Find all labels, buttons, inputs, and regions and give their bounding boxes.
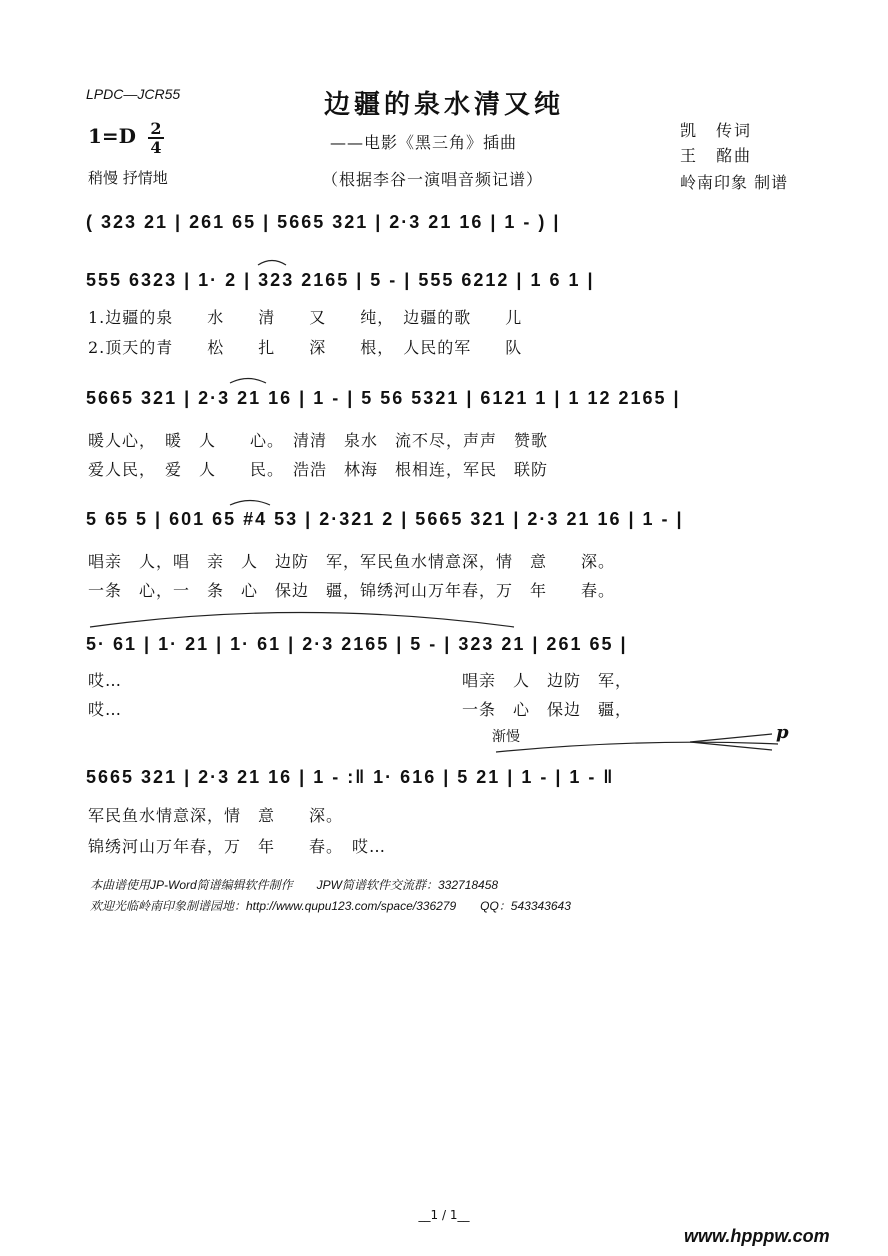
ritardando-marking: 渐慢 [492, 729, 520, 745]
lyric-row-2-verse-2: 2.顶天的青 松 扎 深 根， 人民的军 队 [88, 338, 523, 357]
lyric-row-6-verse-2: 锦绣河山万年春，万 年 春。 哎… [88, 837, 387, 856]
tie-arc [258, 261, 286, 266]
footer-website-note: 欢迎光临岭南印象制谱园地：http://www.qupu123.com/space/336279 QQ：543343643 [90, 899, 571, 913]
lyric-row-5-verse-2: 哎… 一条 心 保边 疆， [88, 700, 633, 719]
song-subtitle: ——电影《黑三角》插曲 [330, 133, 518, 152]
lyric-row-5-verse-1: 哎… 唱亲 人 边防 军， [88, 671, 633, 690]
key-signature: 1=D [88, 124, 137, 148]
piano-dynamic: p [776, 722, 789, 743]
score-code: LPDC—JCR55 [86, 86, 181, 102]
lyric-row-2-verse-1: 1.边疆的泉 水 清 又 纯， 边疆的歌 儿 [88, 308, 523, 327]
tempo-marking: 稍慢 抒情地 [88, 169, 168, 187]
notation-row-5: 5· 61 | 1· 21 | 1· 61 | 2·3 2165 | 5 - | 323 21 | 261 65 | [86, 634, 628, 654]
meter-bottom: 4 [148, 137, 164, 156]
lyricist-credit: 凯 传词 [680, 121, 753, 140]
tie-arc [230, 501, 270, 506]
transcription-note: （根据李谷一演唱音频记谱） [322, 170, 544, 189]
page-number: __1 / 1__ [418, 1208, 470, 1222]
site-watermark: www.hpppw.com [684, 1226, 830, 1246]
meter-top: 2 [150, 119, 162, 138]
lyric-row-3-verse-2: 爱人民， 爱 人 民。 浩浩 林海 根相连，军民 联防 [88, 460, 549, 479]
notation-row-6: 5665 321 | 2·3 21 16 | 1 - :‖ 1· 616 | 5 21 | 1 - | 1 - ‖ [86, 767, 615, 787]
arranger-credit: 岭南印象 制谱 [680, 173, 789, 192]
lyric-row-6-verse-1: 军民鱼水情意深，情 意 深。 [88, 806, 344, 825]
notation-row-1: ( 323 21 | 261 65 | 5665 321 | 2·3 21 16 | 1 - ) | [86, 212, 561, 232]
ritardando-line [496, 742, 778, 752]
lyric-row-3-verse-1: 暖人心， 暖 人 心。 清清 泉水 流不尽，声声 赞歌 [88, 431, 549, 450]
notation-row-4: 5 65 5 | 601 65 #4 53 | 2·321 2 | 5665 321 | 2·3 21 16 | 1 - | [86, 509, 684, 529]
notation-row-2: 555 6323 | 1· 2 | 323 2165 | 5 - | 555 6212 | 1 6 1 | [86, 270, 595, 290]
long-slur-arc [90, 613, 514, 628]
lyric-row-4-verse-2: 一条 心，一 条 心 保边 疆，锦绣河山万年春，万 年 春。 [88, 581, 616, 600]
song-title: 边疆的泉水清又纯 [323, 90, 564, 120]
tie-arc [230, 379, 266, 384]
notation-row-3: 5665 321 | 2·3 21 16 | 1 - | 5 56 5321 | 6121 1 | 1 12 2165 | [86, 388, 681, 408]
composer-credit: 王 酩曲 [680, 146, 753, 165]
lyric-row-4-verse-1: 唱亲 人，唱 亲 人 边防 军，军民鱼水情意深，情 意 深。 [88, 552, 616, 571]
footer-software-note: 本曲谱使用JP-Word简谱编辑软件制作 JPW简谱软件交流群：332718458 [90, 878, 499, 892]
